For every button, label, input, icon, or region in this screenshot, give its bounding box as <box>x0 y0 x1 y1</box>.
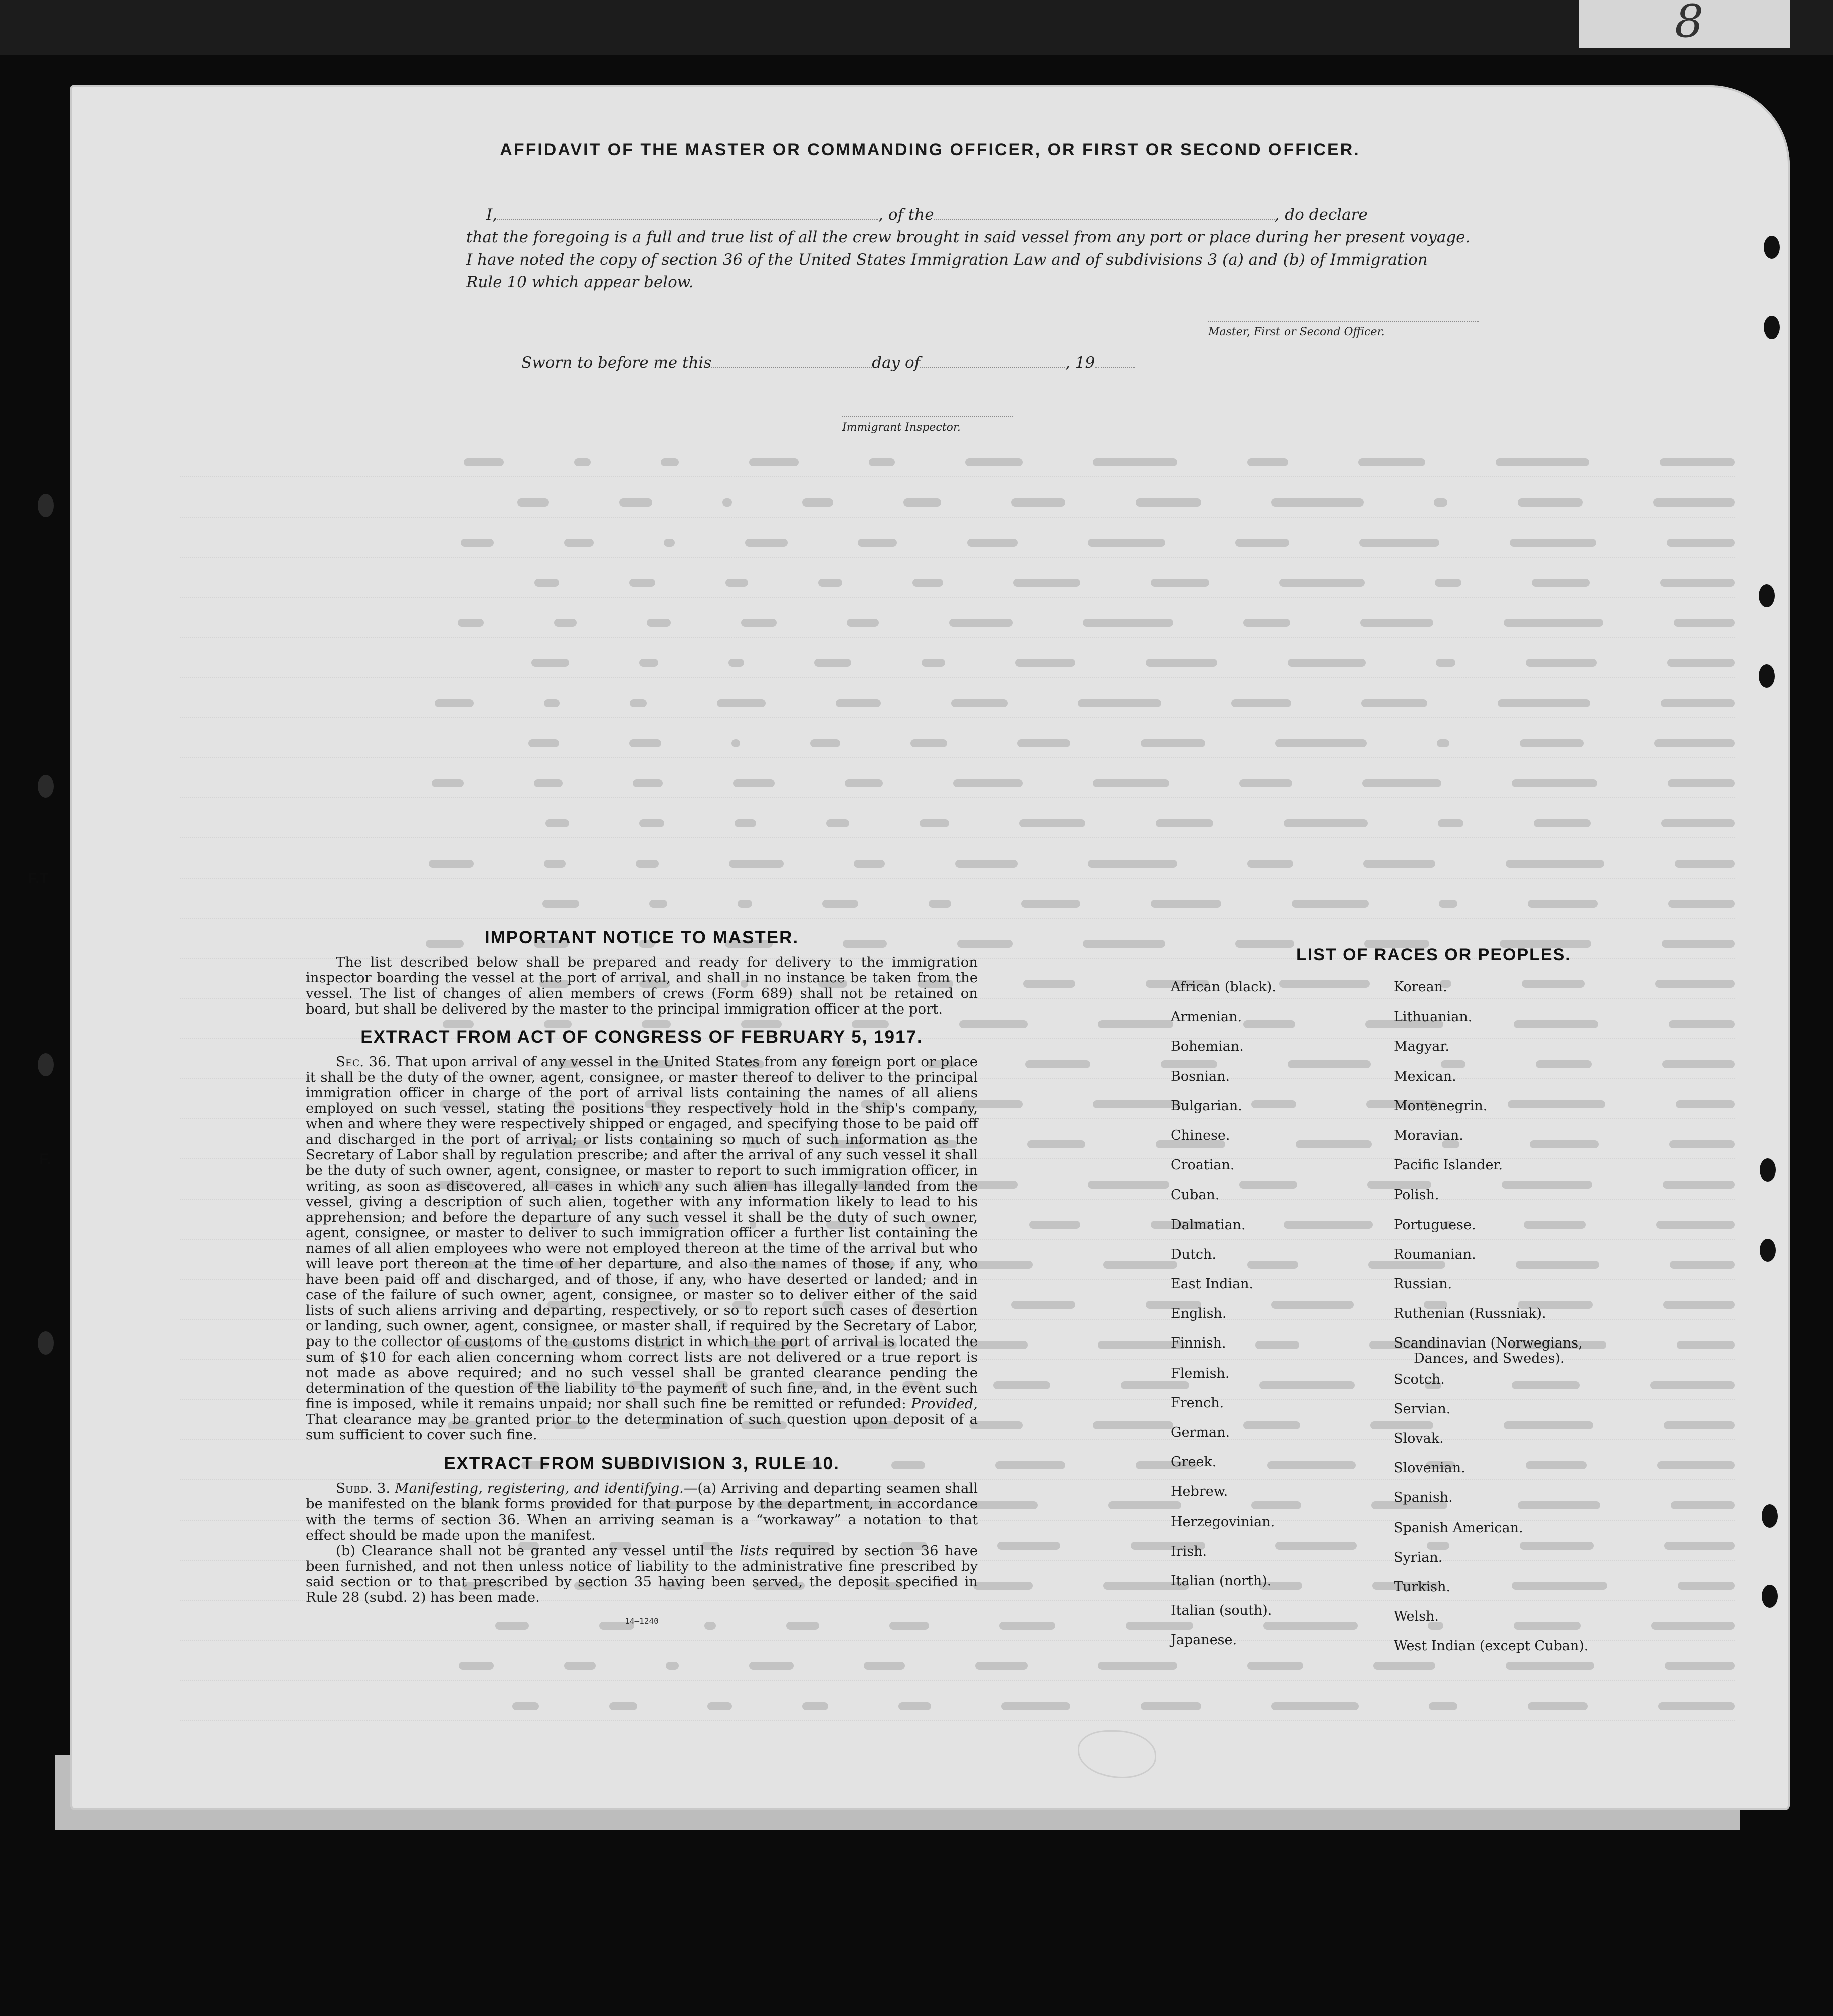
ghost-text-blob <box>967 539 1018 547</box>
ghost-text-blob <box>1360 619 1433 627</box>
ghost-text-blob <box>910 739 947 747</box>
ghost-text-blob <box>1093 1421 1173 1429</box>
section-label: Sec. 36. <box>336 1054 391 1070</box>
race-item: Italian (south). <box>1171 1603 1272 1619</box>
ghost-text-blob <box>574 458 591 466</box>
ghost-text-blob <box>1435 579 1461 587</box>
affidavit-title: AFFIDAVIT OF THE MASTER OR COMMANDING OFFICER, OR FIRST OR SECOND OFFICER. <box>500 140 1360 159</box>
race-item: English. <box>1171 1306 1227 1322</box>
ghost-text-blob <box>1434 498 1447 507</box>
races-section <box>1171 945 1697 1682</box>
ghost-text-blob <box>1534 819 1591 827</box>
ghost-text-blob <box>975 1662 1028 1670</box>
ghost-text-blob <box>1103 1261 1177 1269</box>
ghost-text-blob <box>1292 900 1369 908</box>
race-item: German. <box>1171 1425 1230 1440</box>
ghost-text-blob <box>995 1461 1065 1469</box>
ghost-text-blob <box>845 779 883 787</box>
ghost-text-blob <box>1358 458 1425 466</box>
binder-hole <box>1760 1239 1776 1262</box>
ghost-text-blob <box>858 539 897 547</box>
ghost-text-blob <box>1019 819 1085 827</box>
ghost-text-blob <box>1235 539 1289 547</box>
ghost-text-blob <box>731 739 740 747</box>
ghost-text-blob <box>647 619 671 627</box>
ghost-text-blob <box>864 1662 905 1670</box>
ghost-text-blob <box>749 458 799 466</box>
ghost-text-blob <box>1247 860 1293 868</box>
ghost-row <box>180 572 1735 598</box>
affidavit-section <box>70 140 1790 160</box>
race-item: Slovenian. <box>1394 1460 1465 1476</box>
list-tab <box>1579 0 1790 48</box>
ghost-row <box>180 893 1735 919</box>
ghost-text-blob <box>971 1501 1038 1509</box>
ghost-text-blob <box>717 699 766 707</box>
binder-hole <box>38 494 54 517</box>
ghost-text-blob <box>639 819 664 827</box>
race-item: Scotch. <box>1394 1371 1445 1387</box>
ghost-text-blob <box>1362 779 1441 787</box>
scan-top-edge <box>0 0 1833 55</box>
ghost-text-blob <box>1156 819 1213 827</box>
notice-heading: IMPORTANT NOTICE TO MASTER. <box>484 928 799 947</box>
race-item: Welsh. <box>1394 1609 1439 1625</box>
ghost-text-blob <box>542 900 579 908</box>
ghost-text-blob <box>1667 539 1735 547</box>
rule-para-a <box>306 1481 978 1543</box>
race-item: Flemish. <box>1171 1365 1230 1381</box>
ghost-text-blob <box>1436 659 1455 667</box>
sworn-text: Sworn to before me this <box>521 354 712 372</box>
race-item: Turkish. <box>1394 1579 1451 1595</box>
ghost-text-blob <box>1011 498 1065 507</box>
ghost-text-blob <box>1239 779 1292 787</box>
rule-para-b <box>306 1543 978 1605</box>
ghost-text-blob <box>1510 539 1596 547</box>
ghost-text-blob <box>435 699 474 707</box>
ghost-text-blob <box>1083 940 1165 948</box>
binder-hole <box>38 1331 54 1355</box>
affidavit-line-1 <box>486 206 1368 224</box>
ghost-text-blob <box>1288 659 1366 667</box>
ghost-text-blob <box>1247 458 1288 466</box>
ghost-text-blob <box>1136 498 1201 507</box>
ghost-text-blob <box>619 498 652 507</box>
ghost-row <box>180 1695 1735 1721</box>
race-item: East Indian. <box>1171 1276 1254 1292</box>
ghost-text-blob <box>728 659 744 667</box>
ghost-text-blob <box>1093 779 1169 787</box>
ghost-text-blob <box>545 819 569 827</box>
ghost-text-blob <box>629 579 655 587</box>
race-item: Japanese. <box>1171 1632 1237 1648</box>
race-item: Italian (north). <box>1171 1573 1272 1589</box>
binder-hole <box>1764 316 1780 339</box>
ghost-row <box>180 853 1735 879</box>
race-item: Cuban. <box>1171 1187 1220 1203</box>
ghost-text-blob <box>920 819 949 827</box>
race-item: Polish. <box>1394 1187 1439 1203</box>
ghost-text-blob <box>999 1622 1055 1630</box>
ghost-text-blob <box>1088 1181 1169 1189</box>
ghost-row <box>180 612 1735 638</box>
ghost-text-blob <box>1661 819 1735 827</box>
ghost-text-blob <box>955 860 1018 868</box>
ghost-text-blob <box>707 1702 732 1710</box>
master-signature-label: Master, First or Second Officer. <box>1208 321 1479 339</box>
ghost-text-blob <box>965 458 1023 466</box>
ghost-text-blob <box>949 619 1013 627</box>
race-item: Bosnian. <box>1171 1068 1230 1084</box>
vessel-blank[interactable] <box>934 219 1275 220</box>
race-item: Croatian. <box>1171 1157 1235 1173</box>
race-item: Portuguese. <box>1394 1217 1476 1233</box>
ghost-text-blob <box>664 539 675 547</box>
ghost-text-blob <box>997 1542 1060 1550</box>
ghost-text-blob <box>1667 659 1735 667</box>
ghost-text-blob <box>461 539 494 547</box>
ghost-row <box>180 772 1735 798</box>
ghost-text-blob <box>564 1662 596 1670</box>
binder-hole <box>1760 1158 1776 1182</box>
subd-title: Manifesting, registering, and identifying. <box>395 1480 684 1496</box>
day-blank[interactable] <box>711 367 872 368</box>
binder-hole <box>38 1053 54 1076</box>
ghost-row <box>180 532 1735 558</box>
notice-body: The list described below shall be prepared and ready for delivery to the immigration inspector boarding the vessel at the port of arrival, and shall in no instance be taken from the vessel. The list of changes of alien members of crews (Form 689) shall not be retained on board, but shall be delivered by the master to the principal immigration officer at the port. <box>306 954 978 1017</box>
race-item: African (black). <box>1171 979 1276 995</box>
ghost-text-blob <box>1660 458 1735 466</box>
ghost-text-blob <box>1023 980 1075 988</box>
ghost-text-blob <box>822 900 858 908</box>
ghost-text-blob <box>993 1381 1050 1389</box>
year-text: , 19 <box>1065 354 1095 372</box>
ghost-text-blob <box>903 498 941 507</box>
ghost-text-blob <box>1271 498 1364 507</box>
races-heading: LIST OF RACES OR PEOPLES. <box>1296 945 1571 964</box>
affidavit-line-2: that the foregoing is a full and true list of all the crew brought in said vessel from any port or place during her present voyage. <box>466 228 1471 246</box>
ghost-text-blob <box>1078 699 1161 707</box>
ghost-text-blob <box>802 1702 828 1710</box>
ghost-text-blob <box>512 1702 539 1710</box>
affidavit-of-the: , of the <box>878 206 934 224</box>
subd-b-text-1: (b) Clearance shall not be granted any vessel until the <box>336 1543 734 1559</box>
ghost-text-blob <box>854 860 885 868</box>
ghost-text-blob <box>1146 659 1217 667</box>
ghost-text-blob <box>534 779 563 787</box>
race-item: Bulgarian. <box>1171 1098 1242 1114</box>
ghost-text-blob <box>1528 1702 1588 1710</box>
ghost-text-blob <box>1660 579 1735 587</box>
race-item: Slovak. <box>1394 1431 1444 1446</box>
race-item: Roumanian. <box>1394 1246 1476 1262</box>
ghost-text-blob <box>661 458 679 466</box>
affidavit-do-declare: , do declare <box>1274 206 1368 224</box>
act-body <box>306 1054 978 1443</box>
race-item: Spanish American. <box>1394 1520 1523 1536</box>
ghost-text-blob <box>847 619 879 627</box>
ghost-text-blob <box>1151 900 1221 908</box>
month-blank[interactable] <box>920 367 1065 368</box>
binder-hole <box>1759 584 1775 607</box>
ghost-text-blob <box>531 659 569 667</box>
ghost-text-blob <box>898 1702 931 1710</box>
ghost-row <box>180 451 1735 477</box>
form-number: 14—1240 <box>625 1616 659 1626</box>
race-item: Bohemian. <box>1171 1039 1244 1055</box>
ghost-text-blob <box>1439 900 1457 908</box>
binder-hole <box>38 775 54 798</box>
ghost-text-blob <box>725 579 748 587</box>
ghost-text-blob <box>464 458 504 466</box>
race-item: Dutch. <box>1171 1246 1216 1262</box>
ghost-text-blob <box>609 1702 637 1710</box>
ghost-text-blob <box>1284 819 1368 827</box>
ghost-text-blob <box>1243 619 1290 627</box>
race-item: Pacific Islander. <box>1394 1157 1503 1173</box>
ghost-text-blob <box>544 699 560 707</box>
ghost-text-blob <box>1088 539 1165 547</box>
ghost-text-blob <box>1512 779 1597 787</box>
ghost-row <box>180 692 1735 718</box>
race-item: Greek. <box>1171 1454 1217 1470</box>
ghost-text-blob <box>722 498 732 507</box>
ghost-text-blob <box>745 539 788 547</box>
ghost-text-blob <box>951 699 1008 707</box>
race-item: Spanish. <box>1394 1490 1453 1506</box>
race-item: Mexican. <box>1394 1068 1456 1084</box>
ghost-text-blob <box>810 739 840 747</box>
ghost-text-blob <box>534 579 559 587</box>
ghost-text-blob <box>528 739 559 747</box>
subd-a-text: —(a) Arriving and departing seamen shall be manifested on the blank forms provided for that purpose by the department, in accordance with the terms of section 36. When an arriving seaman is a “workaway” a notation to that effect should be made upon the manifest. <box>306 1480 978 1543</box>
ghost-text-blob <box>741 619 777 627</box>
proviso-word: Provided, <box>911 1396 978 1412</box>
ghost-text-blob <box>818 579 842 587</box>
margin-mark-ft: F.T <box>28 870 49 887</box>
binder-hole <box>1762 1504 1778 1528</box>
ghost-text-blob <box>432 779 464 787</box>
ghost-text-blob <box>666 1662 679 1670</box>
margin-mark-f: F. <box>39 1151 51 1167</box>
ghost-text-blob <box>1027 1140 1085 1148</box>
ghost-text-blob <box>1275 739 1367 747</box>
subd-label: Subd. 3. <box>336 1480 391 1496</box>
ghost-text-blob <box>1359 539 1439 547</box>
ghost-text-blob <box>1151 579 1209 587</box>
ghost-text-blob <box>1496 458 1589 466</box>
ghost-text-blob <box>1088 860 1177 868</box>
ghost-text-blob <box>1093 458 1177 466</box>
ghost-text-blob <box>1528 900 1598 908</box>
binder-hole <box>1764 236 1780 259</box>
ghost-text-blob <box>1098 1662 1177 1670</box>
inspector-signature-label: Immigrant Inspector. <box>842 416 1013 434</box>
ghost-text-blob <box>733 779 775 787</box>
race-item: Chinese. <box>1171 1128 1230 1143</box>
ghost-text-blob <box>1437 739 1449 747</box>
ghost-text-blob <box>649 900 667 908</box>
race-item: Finnish. <box>1171 1335 1226 1352</box>
ghost-text-blob <box>633 779 663 787</box>
ghost-text-blob <box>554 619 577 627</box>
list-number: 8 <box>1675 0 1704 48</box>
ghost-text-blob <box>517 498 549 507</box>
binder-hole <box>1759 664 1775 688</box>
affidavit-i: I, <box>486 206 498 224</box>
ghost-text-blob <box>749 1662 794 1670</box>
ghost-text-blob <box>1363 860 1435 868</box>
ghost-text-blob <box>1658 1702 1735 1710</box>
race-item: Dalmatian. <box>1171 1217 1246 1233</box>
rule-heading: EXTRACT FROM SUBDIVISION 3, RULE 10. <box>444 1454 840 1473</box>
ghost-text-blob <box>629 739 661 747</box>
race-item: Korean. <box>1394 979 1447 995</box>
ghost-text-blob <box>1498 699 1590 707</box>
ghost-text-blob <box>564 539 594 547</box>
ghost-text-blob <box>814 659 851 667</box>
ghost-text-blob <box>922 659 945 667</box>
proviso-text: That clearance may be granted prior to the determination of such question upon deposit of a sum sufficient to cover such fine. <box>306 1411 978 1443</box>
race-item: West Indian (except Cuban). <box>1394 1638 1589 1654</box>
ghost-text-blob <box>1279 579 1365 587</box>
notice-column <box>306 928 978 1626</box>
ghost-text-blob <box>1532 579 1590 587</box>
ghost-text-blob <box>429 860 474 868</box>
ghost-text-blob <box>1361 699 1427 707</box>
race-item: Irish. <box>1171 1543 1207 1559</box>
ghost-text-blob <box>1520 739 1584 747</box>
ghost-text-blob <box>1654 739 1735 747</box>
ghost-text-blob <box>1668 779 1735 787</box>
section-36-text: That upon arrival of any vessel in the United States from any foreign port or place it shall be the duty of the owner, agent, consignee, or master thereof to deliver to the principal immigration officer in charge of the port of arrival lists containing the names of all aliens employed on such vessel, stating the positions they respectively hold in the ship's company, when and where they were respectively shipped or engaged, and specifying those to be paid off and discharged in the port of arrival; or lists containing so much of such information as the Secretary of Labor shall by regulation prescribe; and after the arrival of any such vessel it shall be the duty of such owner, agent, consignee, or master to report to such immigration officer, in writing, as soon as discovered, all cases in which any such alien has illegally landed from the vessel, giving a description of such alien, together with any information likely to lead to his apprehension; and before the departure of any such vessel it shall be the duty of such owner, agent, consignee, or master to deliver to such immigration officer a further list containing the names of all alien employees who were not employed thereon at the time of the arrival but who will leave port thereon at the time of her departure, and also the names of those, if any, who have been paid off and discharged, and of those, if any, who have deserted or landed; and in case of the failure of such owner, agent, consignee, or master so to deliver either of the said lists of such aliens arriving and departing, respectively, or so to report such cases of desertion or landing, such owner, agent, consignee, or master shall, if required by the Secretary of Labor, pay to the collector of customs of the customs district in which the port of arrival is located the sum of $10 for each alien concerning whom correct lists are not delivered or a true report is not made as above required; and no such vessel shall be granted clearance pending the determination of the question of the liability to the payment of such fine, and, in the event such fine is imposed, while it remains unpaid; nor shall such fine be remitted or refunded: <box>306 1054 978 1412</box>
race-item: Montenegrin. <box>1394 1098 1488 1114</box>
ghost-text-blob <box>636 860 659 868</box>
ghost-text-blob <box>1526 659 1597 667</box>
race-item: French. <box>1171 1395 1224 1411</box>
ghost-text-blob <box>459 1662 494 1670</box>
races-grid <box>1171 980 1697 1682</box>
ghost-text-blob <box>1029 1221 1080 1229</box>
ghost-text-blob <box>953 779 1023 787</box>
ghost-text-blob <box>1025 1060 1090 1068</box>
affidavit-line-3: I have noted the copy of section 36 of the United States Immigration Law and of subdivisions 3 (a) and (b) of Immigration <box>466 251 1428 269</box>
ghost-text-blob <box>1021 900 1080 908</box>
ghost-text-blob <box>869 458 895 466</box>
ghost-text-blob <box>1518 498 1583 507</box>
ghost-text-blob <box>1141 1702 1201 1710</box>
ghost-text-blob <box>1017 739 1070 747</box>
act-heading: EXTRACT FROM ACT OF CONGRESS OF FEBRUARY 5, 1917. <box>360 1027 923 1047</box>
ghost-text-blob <box>1093 1100 1181 1108</box>
race-item: Armenian. <box>1171 1009 1242 1025</box>
ghost-row <box>180 652 1735 678</box>
ghost-text-blob <box>912 579 943 587</box>
ghost-text-blob <box>826 819 849 827</box>
ghost-text-blob <box>1011 1301 1075 1309</box>
ghost-row <box>180 732 1735 758</box>
ghost-text-blob <box>1653 498 1735 507</box>
sworn-line <box>521 354 1135 372</box>
ghost-text-blob <box>729 860 784 868</box>
ghost-text-blob <box>458 619 484 627</box>
affidavit-line-4: Rule 10 which appear below. <box>466 273 694 291</box>
ghost-text-blob <box>1271 1702 1359 1710</box>
ghost-text-blob <box>1141 739 1205 747</box>
name-blank[interactable] <box>497 219 878 220</box>
binder-hole <box>1762 1585 1778 1608</box>
year-blank[interactable] <box>1095 367 1135 368</box>
race-item: Syrian. <box>1394 1549 1443 1565</box>
ghost-text-blob <box>639 659 658 667</box>
ghost-text-blob <box>630 699 647 707</box>
subd-b-lists: lists <box>740 1543 769 1559</box>
race-item: Moravian. <box>1394 1128 1463 1143</box>
race-item: Magyar. <box>1394 1039 1449 1055</box>
ghost-text-blob <box>802 498 833 507</box>
ghost-text-blob <box>544 860 566 868</box>
ghost-row <box>180 812 1735 838</box>
ghost-text-blob <box>1661 699 1735 707</box>
ghost-text-blob <box>973 1582 1033 1590</box>
ghost-row <box>180 491 1735 518</box>
day-of-text: day of <box>872 354 921 372</box>
ghost-text-blob <box>738 900 752 908</box>
subd-b-text-2: required by section 36 have been furnished, and not then unless notice of liability to the administrative fine prescribed by said section or to that prescribed by section 35 having been served, the deposit specified in Rule 28 (subd. 2) has been made. <box>306 1543 978 1605</box>
ghost-text-blob <box>1001 1702 1070 1710</box>
ghost-text-blob <box>929 900 951 908</box>
race-item: Russian. <box>1394 1276 1452 1292</box>
race-item: Lithuanian. <box>1394 1009 1473 1025</box>
ghost-text-blob <box>735 819 756 827</box>
ghost-text-blob <box>1504 619 1603 627</box>
ghost-text-blob <box>1675 860 1735 868</box>
ghost-text-blob <box>1438 819 1463 827</box>
race-item: Ruthenian (Russniak). <box>1394 1306 1546 1322</box>
ghost-text-blob <box>1429 1702 1457 1710</box>
ghost-text-blob <box>1506 860 1604 868</box>
ghost-text-blob <box>1668 900 1735 908</box>
ghost-text-blob <box>1015 659 1075 667</box>
race-item: Scandinavian (Norwegians, Dances, and Swedes). <box>1394 1335 1583 1367</box>
ghost-text-blob <box>836 699 881 707</box>
race-item: Hebrew. <box>1171 1484 1228 1500</box>
ghost-text-blob <box>1674 619 1735 627</box>
ghost-text-blob <box>1098 1020 1173 1028</box>
ghost-text-blob <box>1013 579 1080 587</box>
ghost-text-blob <box>1083 619 1173 627</box>
document-page <box>70 85 1790 1810</box>
race-item: Herzegovinian. <box>1171 1514 1275 1530</box>
ghost-text-blob <box>1231 699 1291 707</box>
race-item: Servian. <box>1394 1401 1451 1417</box>
